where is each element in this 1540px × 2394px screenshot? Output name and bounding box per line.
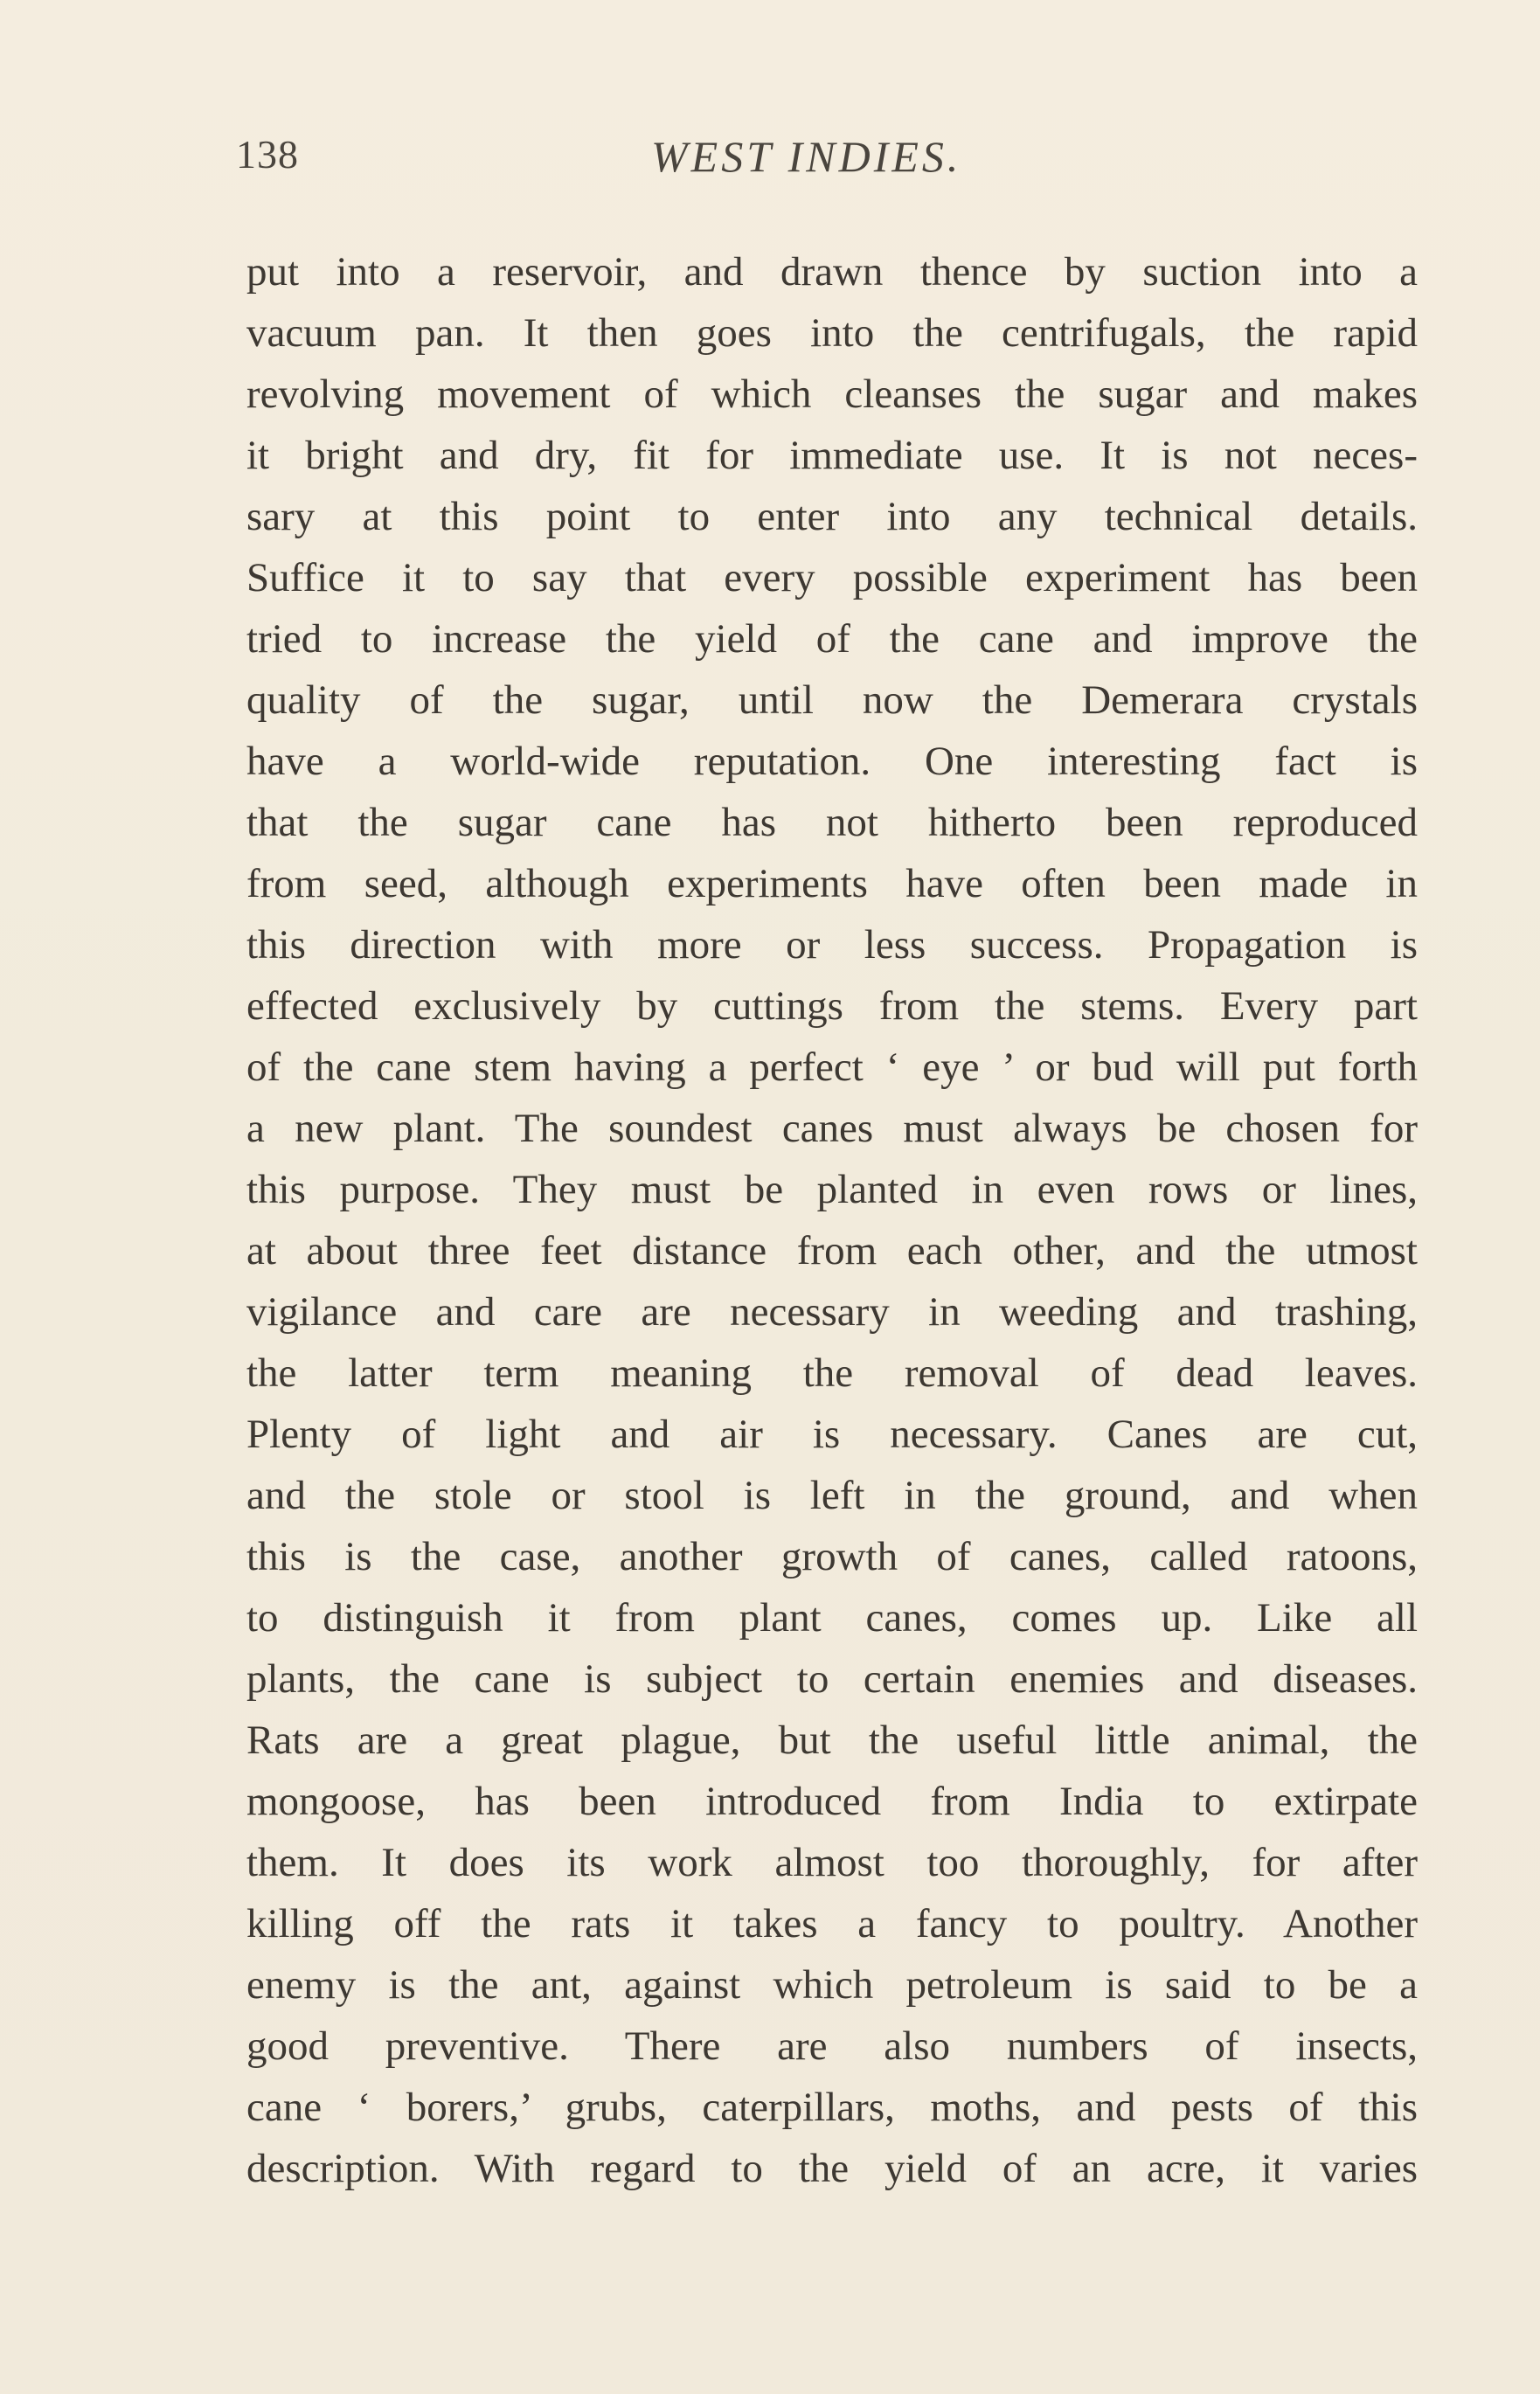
text-line: this purpose. They must be planted in even rows or lines,	[246, 1167, 1418, 1212]
text-line: this is the case, another growth of canes, called ratoons,	[246, 1534, 1418, 1579]
text-line: sary at this point to enter into any technical details.	[246, 494, 1418, 539]
text-line: them. It does its work almost too thoroughly, for after	[246, 1840, 1418, 1885]
text-line: the latter term meaning the removal of dead leaves.	[246, 1350, 1418, 1396]
text-line: description. With regard to the yield of an acre, it varies	[246, 2146, 1418, 2191]
text-line: have a world-wide reputation. One interesting fact is	[246, 739, 1418, 784]
text-line: effected exclusively by cuttings from the stems. Every part	[246, 983, 1418, 1029]
text-line: from seed, although experiments have often been made in	[246, 861, 1418, 906]
text-line: Rats are a great plague, but the useful little animal, the	[246, 1717, 1418, 1763]
page-number: 138	[236, 132, 299, 177]
text-line: revolving movement of which cleanses the sugar and makes	[246, 371, 1418, 417]
text-line: put into a reservoir, and drawn thence by suction into a	[246, 249, 1418, 295]
text-line: a new plant. The soundest canes must always be chosen for	[246, 1106, 1418, 1151]
text-line: Suffice it to say that every possible experiment has been	[246, 555, 1418, 600]
body-text	[246, 241, 1418, 2199]
text-line: vacuum pan. It then goes into the centrifugals, the rapid	[246, 310, 1418, 356]
text-line: to distinguish it from plant canes, comes up. Like all	[246, 1595, 1418, 1641]
text-line: quality of the sugar, until now the Demerara crystals	[246, 677, 1418, 723]
text-line: plants, the cane is subject to certain enemies and diseases.	[246, 1656, 1418, 1702]
text-line: it bright and dry, fit for immediate use. It is not neces-	[246, 433, 1418, 478]
text-line: tried to increase the yield of the cane and improve the	[246, 616, 1418, 662]
text-line: enemy is the ant, against which petroleum is said to be a	[246, 1962, 1418, 2008]
text-line: of the cane stem having a perfect ‘ eye ’ or bud will put forth	[246, 1044, 1418, 1090]
text-line: at about three feet distance from each other, and the utmost	[246, 1228, 1418, 1273]
text-line: killing off the rats it takes a fancy to poultry. Another	[246, 1901, 1418, 1946]
text-line: that the sugar cane has not hitherto been reproduced	[246, 800, 1418, 845]
running-title: WEST INDIES.	[651, 132, 962, 181]
text-line: cane ‘ borers,’ grubs, caterpillars, moths, and pests of this	[246, 2085, 1418, 2130]
text-line: mongoose, has been introduced from India to extirpate	[246, 1779, 1418, 1824]
text-line: this direction with more or less success. Propagation is	[246, 922, 1418, 968]
page-header	[236, 131, 1418, 192]
text-line: and the stole or stool is left in the ground, and when	[246, 1473, 1418, 1518]
text-line: good preventive. There are also numbers of insects,	[246, 2023, 1418, 2069]
text-line: Plenty of light and air is necessary. Canes are cut,	[246, 1412, 1418, 1457]
text-line: vigilance and care are necessary in weeding and trashing,	[246, 1289, 1418, 1335]
